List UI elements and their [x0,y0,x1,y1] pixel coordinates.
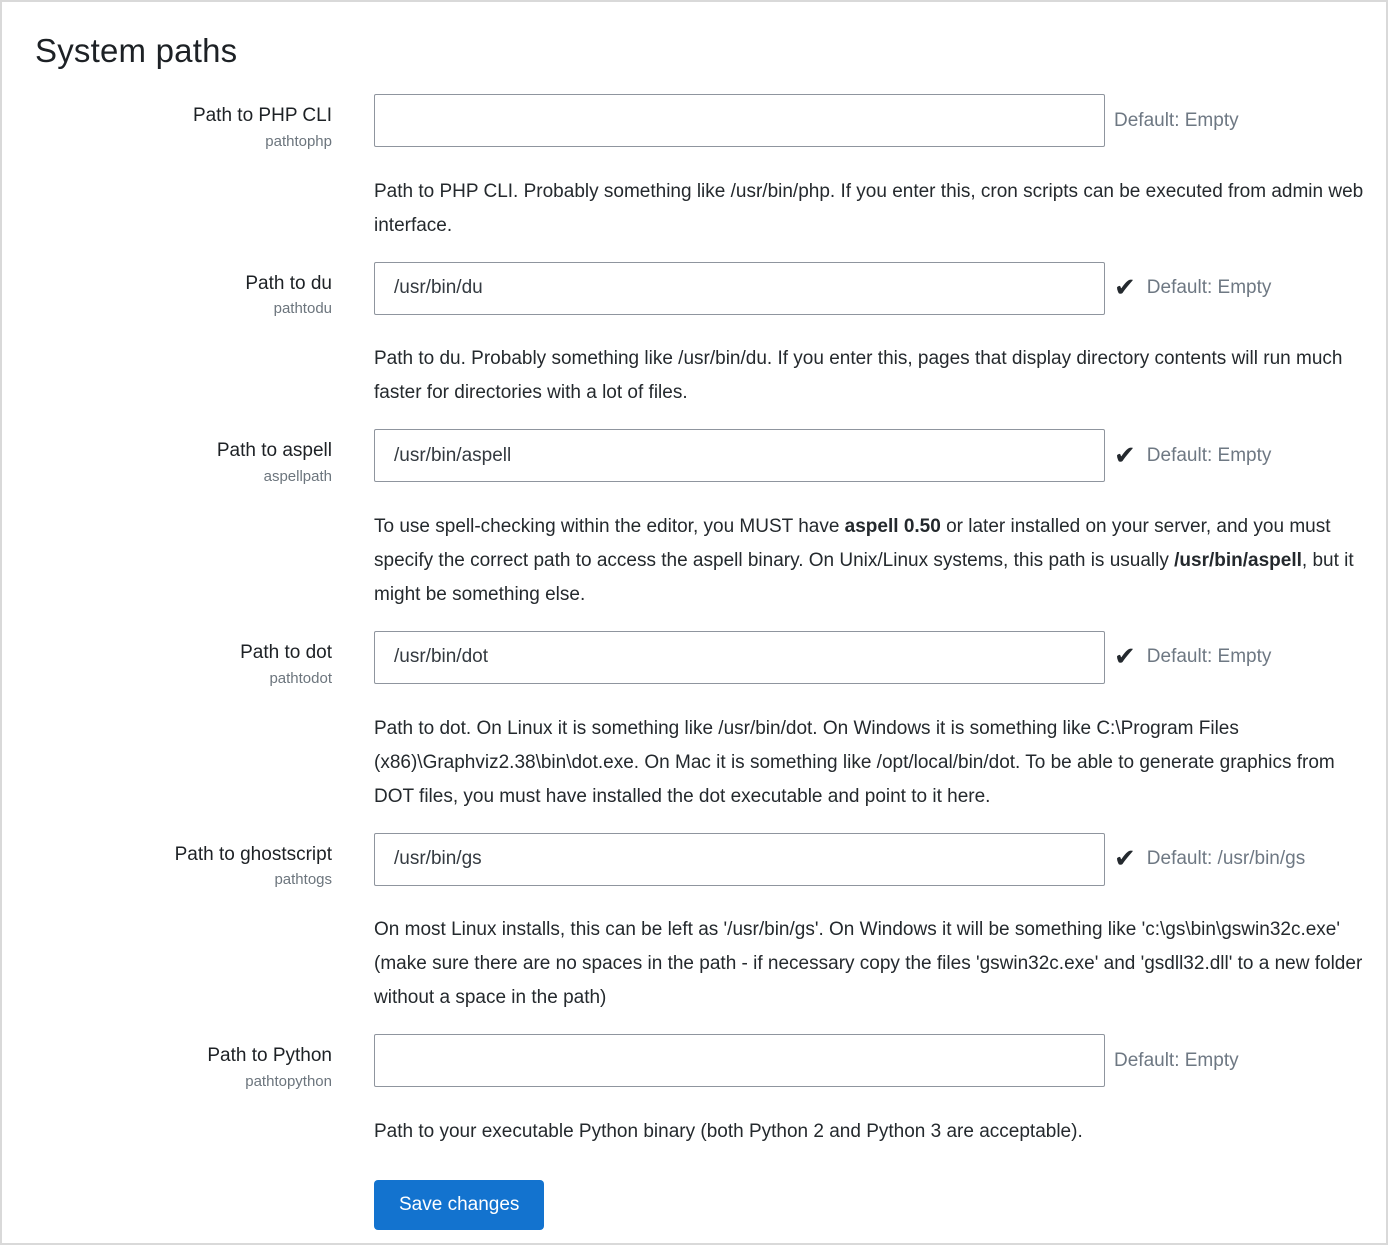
setting-label-column [35,262,374,318]
setting-default-column [1114,833,1305,886]
setting-input-wrap [374,429,1105,482]
setting-description: Path to PHP CLI. Probably something like /usr/bin/php. If you enter this, cron scripts can be executed from admin web interface. [374,180,1364,236]
setting-row-pathtodot [35,631,1386,687]
setting-input-wrap [374,833,1105,886]
setting-input-wrap [374,1034,1105,1087]
setting-label: Path to du [245,272,332,294]
setting-default-column [1114,429,1271,482]
default-check-icon: ✔ [1114,272,1136,303]
save-changes-button[interactable]: Save changes [374,1180,544,1230]
setting-row-aspellpath [35,429,1386,485]
setting-input-wrap [374,262,1105,315]
setting-row-pathtophp [35,94,1386,150]
default-check-icon: ✔ [1114,439,1136,470]
setting-default-column [1114,262,1271,315]
setting-label: Path to dot [240,641,332,663]
pathtodot-input[interactable] [374,631,1105,684]
setting-input-wrap [374,631,1105,684]
default-check-icon: ✔ [1114,843,1136,874]
default-value-text: Default: Empty [1146,444,1272,466]
setting-row-pathtogs [35,833,1386,889]
setting-label: Path to PHP CLI [192,105,332,126]
aspellpath-input[interactable] [374,429,1105,482]
setting-description: Path to dot. On Linux it is something like /usr/bin/dot. On Windows it is something like C:\Program Files (x86)\Graphviz2.38\bin\dot.exe. On Mac it is something like /opt/local/bin/dot. To be able to generate graphics from DOT files, you must have installed the dot executable and point to it here. [374,717,1335,807]
page-title: System paths [35,32,238,69]
setting-shortname: pathtophp [265,132,332,150]
pathtopython-input[interactable] [374,1034,1105,1087]
default-value-text: Default: /usr/bin/gs [1146,848,1306,870]
setting-default-column [1114,94,1239,147]
setting-label-column [35,429,374,485]
setting-label-column [35,1034,374,1090]
setting-default-column [1114,1034,1239,1087]
setting-shortname: pathtopython [245,1072,332,1090]
setting-row-pathtopython [35,1034,1386,1090]
default-value-text: Default: Empty [1114,109,1239,131]
setting-default-column [1114,631,1271,684]
setting-row-pathtodu [35,262,1386,318]
setting-shortname: pathtodot [269,669,332,687]
setting-shortname: pathtodu [273,300,332,318]
setting-label: Path to ghostscript [174,843,332,865]
pathtodu-input[interactable] [374,262,1105,315]
setting-shortname: aspellpath [263,467,332,485]
setting-label-column [35,833,374,889]
setting-description: Path to your executable Python binary (both Python 2 and Python 3 are acceptable). [374,1120,1083,1142]
setting-shortname: pathtogs [274,871,332,889]
setting-description: Path to du. Probably something like /usr/bin/du. If you enter this, pages that display directory contents will run much faster for directories with a lot of files. [374,348,1343,404]
default-value-text: Default: Empty [1114,1049,1239,1071]
pathtophp-input[interactable] [374,94,1105,147]
default-check-icon: ✔ [1114,641,1136,672]
setting-input-wrap [374,94,1105,147]
default-value-text: Default: Empty [1146,277,1272,299]
setting-description: On most Linux installs, this can be left as '/usr/bin/gs'. On Windows it will be something like 'c:\gs\bin\gswin32c.exe' (make sure there are no spaces in the path - if necessary copy the files 'gswin32c.exe' and 'gsdll32.dll' to a new folder without a space in the path) [374,919,1363,1009]
setting-label-column [35,631,374,687]
setting-label-column [35,94,374,150]
setting-label: Path to aspell [216,440,332,462]
default-value-text: Default: Empty [1146,646,1272,668]
setting-description: To use spell-checking within the editor, you MUST have aspell 0.50 or later installed on your server, and you must specify the correct path to access the aspell binary. On Unix/Linux systems, this path is usually /usr/bin/aspell, but it might be something else. [374,515,1354,605]
setting-label: Path to Python [207,1045,332,1067]
pathtogs-input[interactable] [374,833,1105,886]
